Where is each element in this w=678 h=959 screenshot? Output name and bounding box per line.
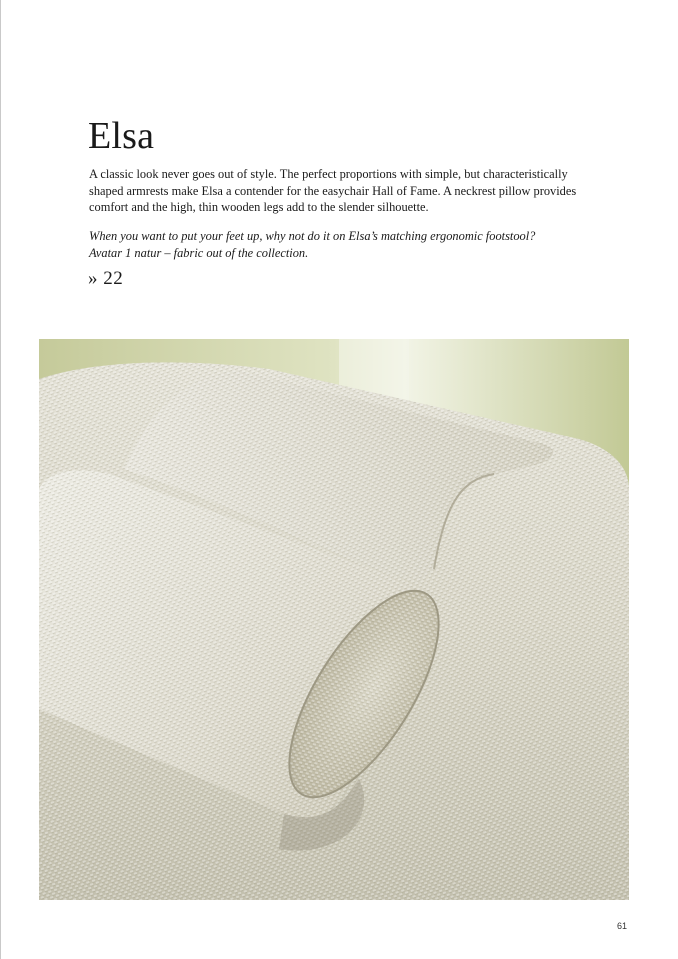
note-line: When you want to put your feet up, why not do it on Elsa’s matching ergonomic footstool? <box>89 229 536 243</box>
description-line: shaped armrests make Elsa a contender for the easychair Hall of Fame. A neckrest pillow provides <box>89 183 577 198</box>
product-description <box>89 166 609 216</box>
page-number: 61 <box>616 921 627 931</box>
description-line: comfort and the high, thin wooden legs add to the slender silhouette. <box>89 200 429 215</box>
page-reference-link[interactable]: » 22 <box>88 268 124 289</box>
footstool-note <box>89 228 609 261</box>
product-photo <box>39 339 629 900</box>
description-line: A classic look never goes out of style. The perfect proportions with simple, but characteristically <box>89 167 568 181</box>
note-line: Avatar 1 natur – fabric out of the collection. <box>89 245 309 260</box>
page-title: Elsa <box>88 115 155 157</box>
page-edge-rule <box>0 0 1 959</box>
